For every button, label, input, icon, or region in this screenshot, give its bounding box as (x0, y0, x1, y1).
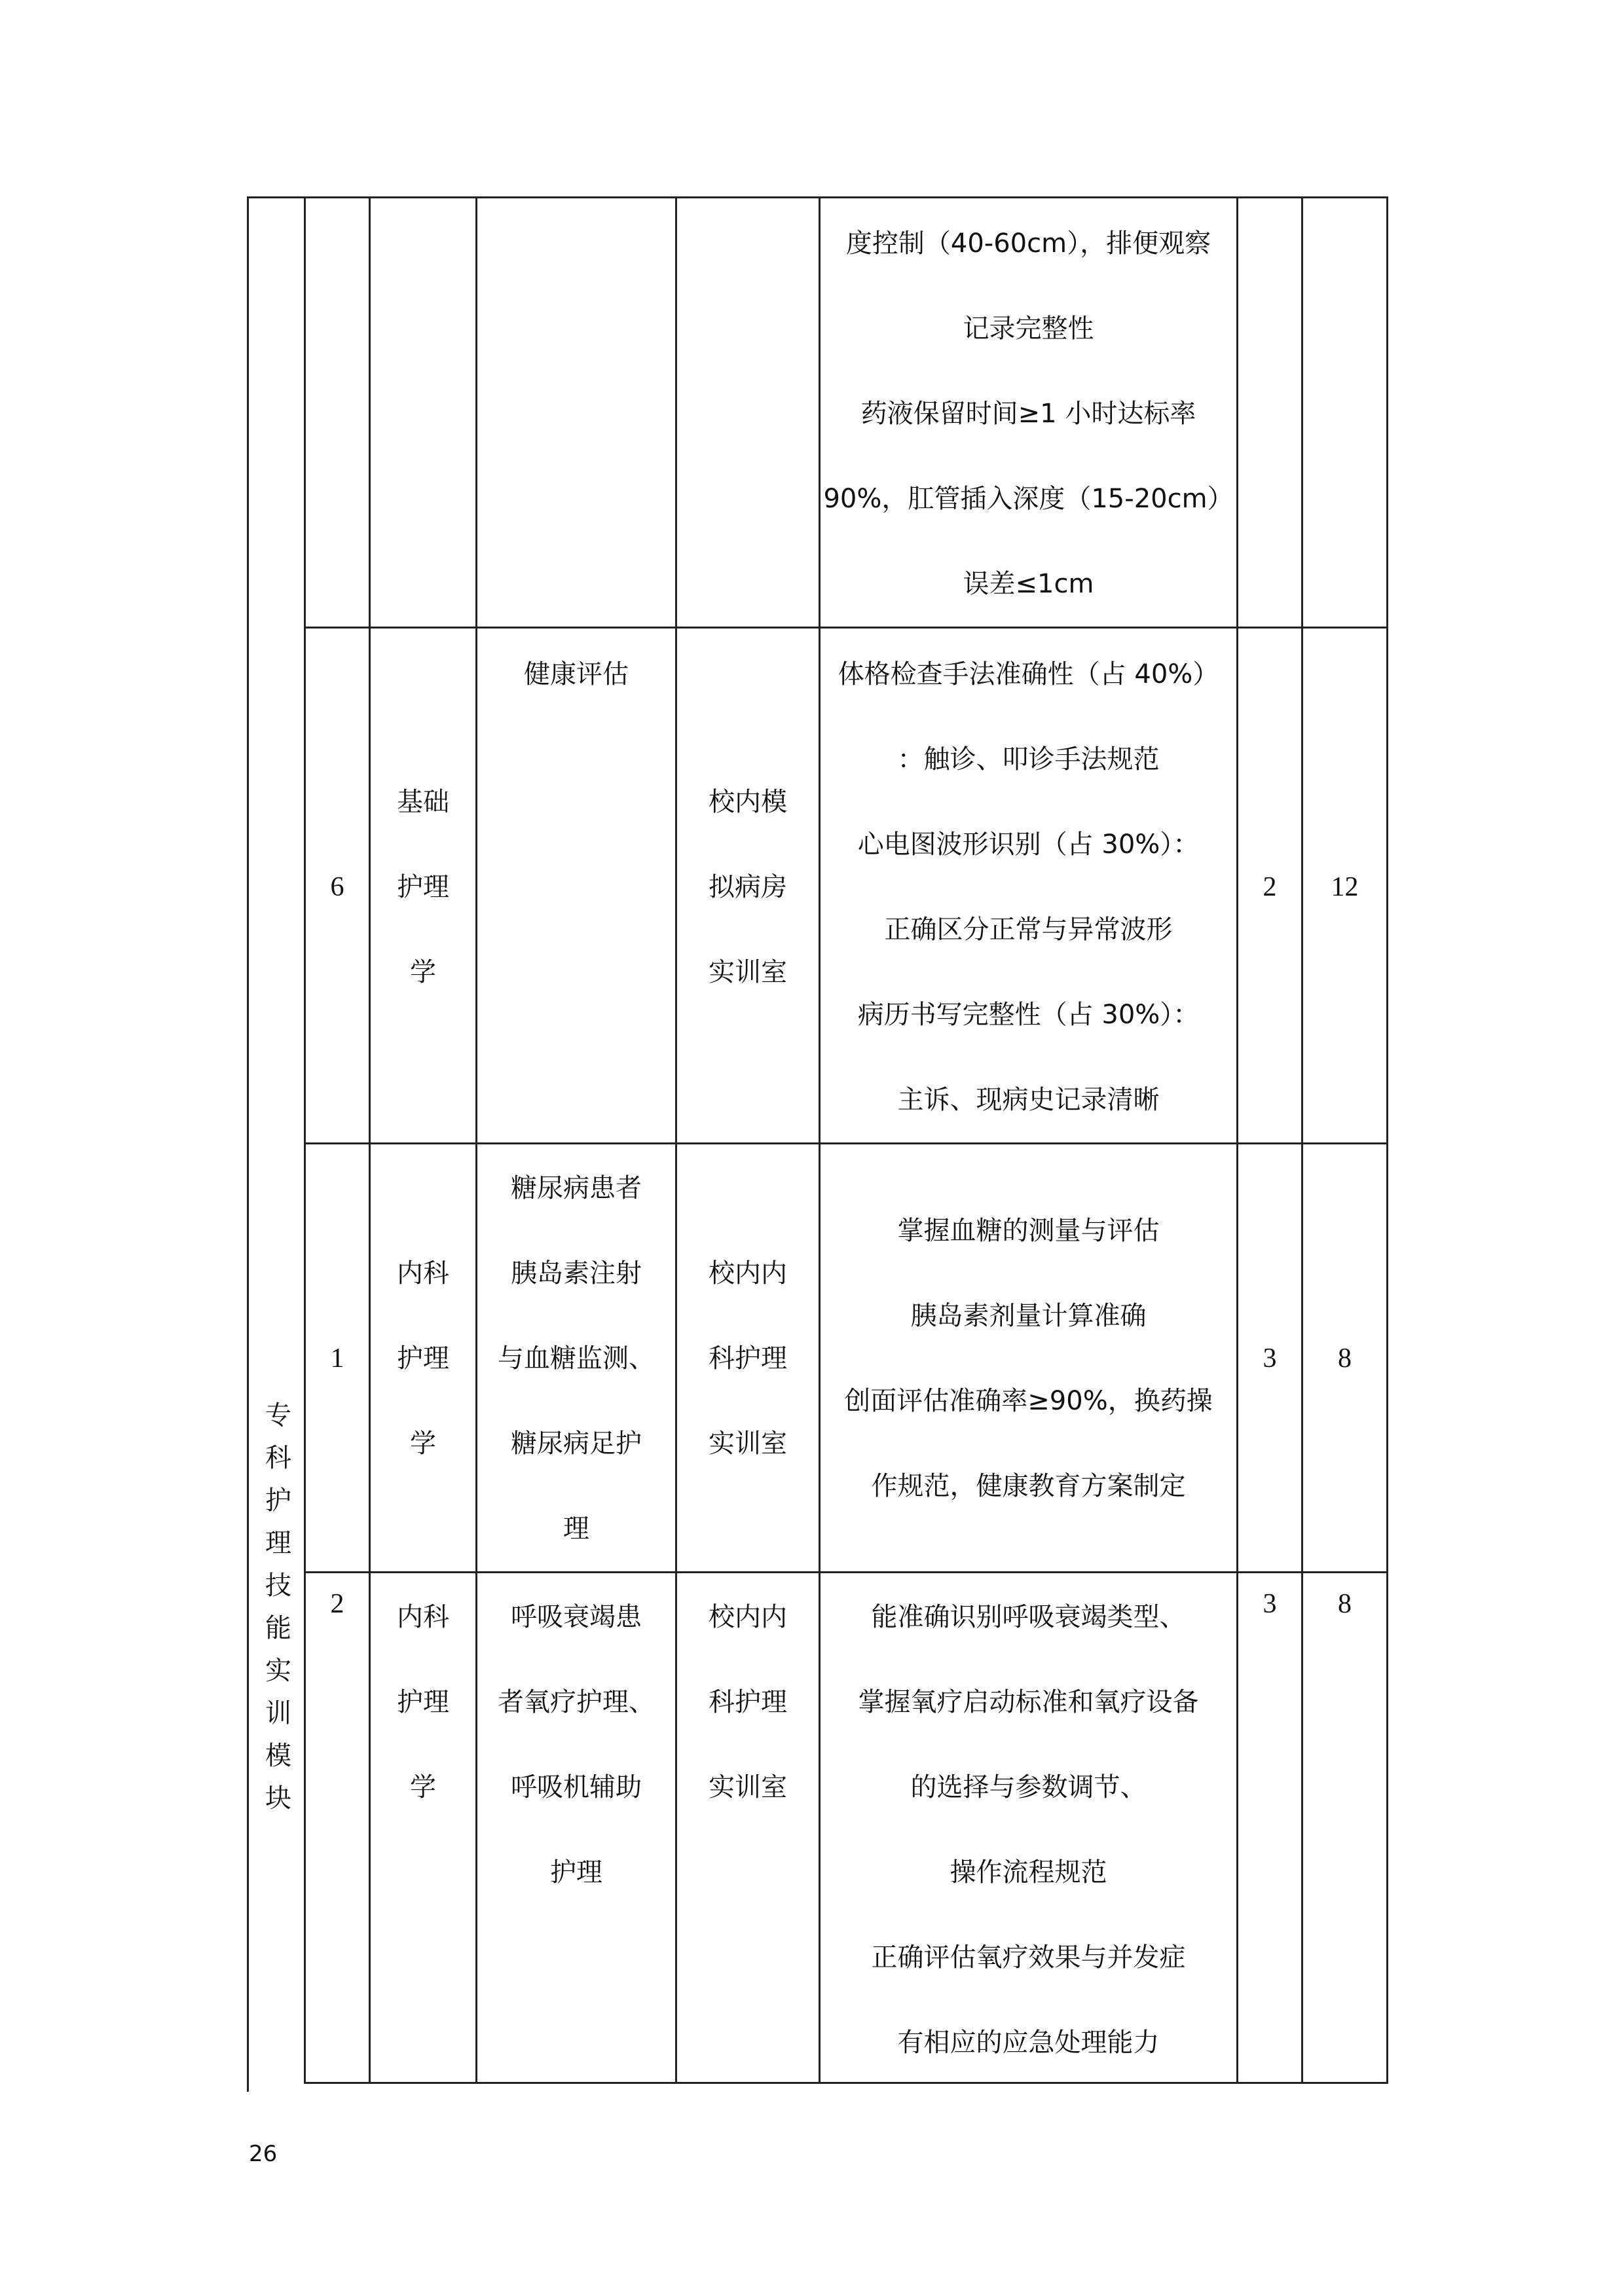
grid-vline (1236, 196, 1238, 2082)
table-row-3-hours (1303, 1561, 1386, 1647)
table-row-2-course (371, 1231, 475, 1486)
table-row-0-standard (821, 201, 1236, 627)
row-index: 1 (330, 1343, 344, 1374)
standard-line: 90%，肛管插入深度（15-20cm） (823, 484, 1234, 514)
table-row-1-venue (677, 759, 819, 1015)
standard-line: 主诉、现病史记录清晰 (897, 1085, 1160, 1115)
standard-line: 体格检查手法准确性（占 40%） (838, 659, 1219, 689)
module-label-char: 理 (265, 1528, 291, 1558)
course-line: 内科 (397, 1258, 449, 1288)
module-label-char: 训 (265, 1698, 291, 1728)
table-row-3-venue (677, 1575, 819, 1830)
standard-line: 掌握氧疗启动标准和氧疗设备 (858, 1687, 1199, 1717)
hours-value: 8 (1338, 1589, 1352, 1619)
standard-line: 正确区分正常与异常波形 (884, 915, 1173, 945)
table-row-3-credits (1238, 1561, 1301, 1647)
standard-line: 心电图波形识别（占 30%）： (857, 829, 1200, 860)
course-line: 基础 (397, 787, 449, 817)
hours-value: 8 (1338, 1343, 1352, 1374)
credits-value: 2 (1263, 872, 1277, 902)
standard-line: 病历书写完整性（占 30%）： (857, 1000, 1200, 1030)
project-line: 糖尿病足护 (511, 1429, 642, 1459)
module-label (249, 1394, 308, 1820)
venue-line: 实训室 (709, 1429, 787, 1459)
project-line: 理 (563, 1514, 589, 1544)
row-index: 2 (330, 1589, 344, 1619)
module-label-char: 模 (265, 1741, 291, 1771)
venue-line: 拟病房 (709, 872, 787, 902)
table-row-1-project (477, 632, 675, 717)
module-label-char: 科 (265, 1443, 291, 1473)
project-line: 与血糖监测、 (498, 1343, 655, 1374)
standard-line: 胰岛素剂量计算准确 (910, 1301, 1147, 1331)
project-line: 者氧疗护理、 (498, 1687, 655, 1717)
course-line: 学 (410, 957, 436, 987)
module-label-char: 技 (265, 1571, 291, 1601)
course-line: 护理 (397, 1687, 449, 1717)
course-line: 学 (410, 1772, 436, 1802)
standard-line: 误差≤1cm (963, 569, 1094, 599)
credits-value: 3 (1263, 1589, 1277, 1619)
table-row-2-standard (821, 1188, 1236, 1529)
standard-line: 正确评估氧疗效果与并发症 (871, 1942, 1186, 1973)
table-row-3-index (306, 1561, 369, 1647)
project-line: 健康评估 (524, 659, 629, 689)
course-line: 学 (410, 1429, 436, 1459)
table-row-3-course (371, 1575, 475, 1830)
venue-line: 科护理 (709, 1343, 787, 1374)
grid-hline (304, 627, 1388, 629)
standard-line: 能准确识别呼吸衰竭类型、 (871, 1602, 1186, 1632)
venue-line: 校内内 (709, 1602, 787, 1632)
table-row-1-standard (821, 632, 1236, 1142)
grid-hline (304, 1571, 1388, 1573)
standard-line: ：触诊、叩诊手法规范 (897, 744, 1160, 774)
module-label-char: 护 (265, 1485, 291, 1516)
standard-line: 药液保留时间≥1 小时达标率 (860, 399, 1196, 429)
row-index: 6 (330, 872, 344, 902)
venue-line: 校内内 (709, 1258, 787, 1288)
course-line: 护理 (397, 1343, 449, 1374)
table-row-3-standard (821, 1575, 1236, 2085)
standard-line: 有相应的应急处理能力 (897, 2028, 1160, 2058)
venue-line: 实训室 (709, 957, 787, 987)
project-line: 胰岛素注射 (511, 1258, 642, 1288)
standard-line: 的选择与参数调节、 (910, 1772, 1147, 1802)
standard-line: 掌握血糖的测量与评估 (897, 1216, 1160, 1246)
standard-line: 记录完整性 (963, 314, 1094, 344)
standard-line: 度控制（40-60cm），排便观察 (845, 228, 1211, 259)
standard-line: 作规范，健康教育方案制定 (871, 1471, 1186, 1501)
module-label-char: 块 (265, 1783, 291, 1813)
hours-value: 12 (1331, 872, 1359, 902)
grid-hline (304, 1142, 1388, 1144)
project-line: 糖尿病患者 (511, 1173, 642, 1203)
course-line: 护理 (397, 872, 449, 902)
credits-value: 3 (1263, 1343, 1277, 1374)
table-row-1-hours (1303, 845, 1386, 930)
venue-line: 科护理 (709, 1687, 787, 1717)
table-row-2-credits (1238, 1316, 1301, 1401)
project-line: 呼吸衰竭患 (511, 1602, 642, 1632)
table-row-2-index (306, 1316, 369, 1401)
table-row-2-project (477, 1146, 675, 1571)
project-line: 护理 (550, 1857, 602, 1887)
grid-vline (1301, 196, 1303, 2082)
grid-vline (1386, 196, 1388, 2082)
table-row-3-project (477, 1575, 675, 1915)
table-row-2-hours (1303, 1316, 1386, 1401)
venue-line: 实训室 (709, 1772, 787, 1802)
table-row-1-credits (1238, 845, 1301, 930)
table-row-1-index (306, 845, 369, 930)
project-line: 呼吸机辅助 (511, 1772, 642, 1802)
venue-line: 校内模 (709, 787, 787, 817)
table-row-1-course (371, 759, 475, 1015)
module-label-char: 实 (265, 1656, 291, 1686)
table-row-2-venue (677, 1231, 819, 1486)
module-label-char: 能 (265, 1613, 291, 1643)
module-label-char: 专 (265, 1400, 291, 1430)
page-number: 26 (249, 2141, 278, 2167)
course-line: 内科 (397, 1602, 449, 1632)
standard-line: 创面评估准确率≥90%，换药操 (844, 1386, 1213, 1416)
standard-line: 操作流程规范 (950, 1857, 1107, 1887)
grid-hline (247, 196, 1388, 198)
